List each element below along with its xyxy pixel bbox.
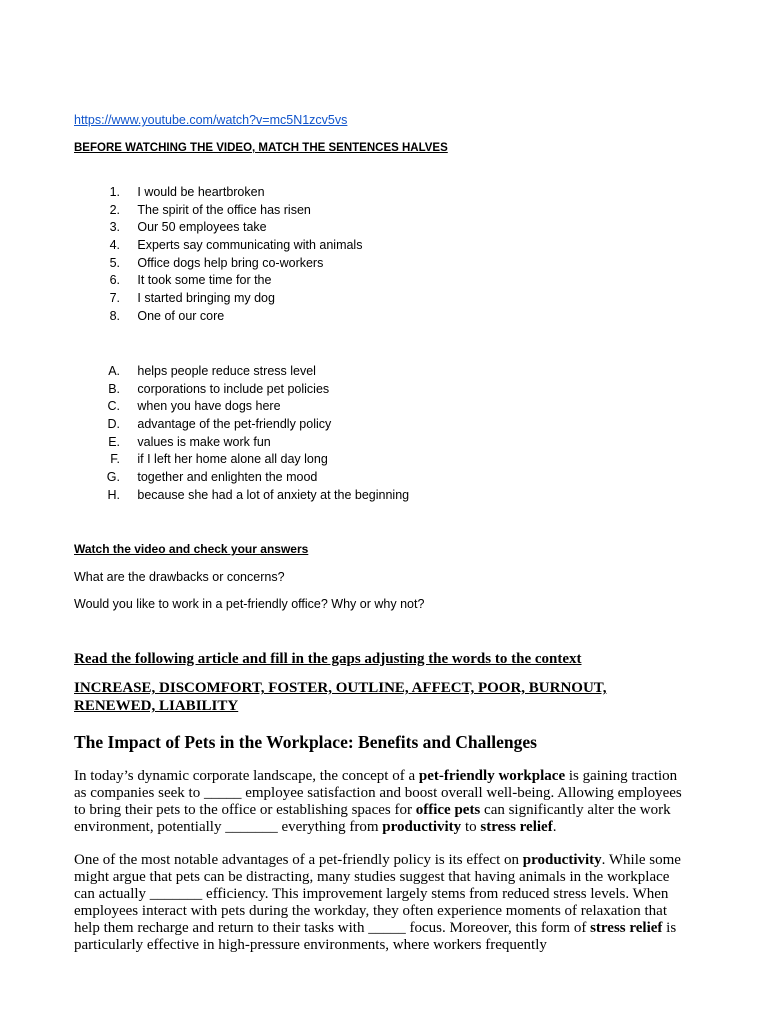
article-paragraph-1: In today’s dynamic corporate landscape, the concept of a pet-friendly workplace is gaining traction as companies seek to _____ employee satisfaction and boost overall well-being. Allowing employees to bring their pets to the office or establishing spaces for office pets can significantly alter the work environment, potentially _______ everything from productivity to stress relief.	[74, 768, 682, 835]
question-drawbacks: What are the drawbacks or concerns?	[74, 570, 285, 584]
article-paragraph-2: One of the most notable advantages of a pet-friendly policy is its effect on productivity. While some might argue that pets can be distracting, many studies suggest that having animals in the workplace can actually _______ efficiency. This improvement largely stems from reduced stress levels. When employees interact with pets during the workday, they often experience moments of relaxation that help them recharge and return to their tasks with _____ focus. Moreover, this form of stress relief is particularly effective in high-pressure environments, where workers frequently	[74, 852, 681, 953]
read-instruction: Read the following article and fill in the gaps adjusting the words to the context	[74, 651, 582, 667]
list-item: A. helps people reduce stress level	[108, 364, 316, 378]
list-item: 8. One of our core	[109, 308, 225, 323]
list-item: 4. Experts say communicating with animals	[109, 238, 363, 253]
second-halves-list	[74, 363, 409, 505]
match-instruction: BEFORE WATCHING THE VIDEO, MATCH THE SENTENCES HALVES	[74, 142, 448, 154]
list-item: D. advantage of the pet-friendly policy	[107, 417, 332, 432]
list-item: E. values is make work fun	[108, 434, 271, 449]
list-item: B. corporations to include pet policies	[108, 381, 330, 396]
list-item: 1. I would be heartbroken	[109, 185, 265, 199]
question-pet-friendly: Would you like to work in a pet-friendly office? Why or why not?	[74, 597, 425, 611]
list-item: 2. The spirit of the office has risen	[109, 202, 311, 217]
list-item: F. if I left her home alone all day long	[110, 452, 328, 467]
list-item: 5. Office dogs help bring co-workers	[109, 255, 324, 270]
word-bank: INCREASE, DISCOMFORT, FOSTER, OUTLINE, AFFECT, POOR, BURNOUT, RENEWED, LIABILITY	[74, 680, 607, 714]
article-title: The Impact of Pets in the Workplace: Benefits and Challenges	[74, 732, 537, 752]
watch-instruction: Watch the video and check your answers	[74, 542, 309, 556]
list-item: C. when you have dogs here	[107, 399, 281, 414]
list-item: 6. It took some time for the	[109, 273, 272, 288]
list-item: 3. Our 50 employees take	[109, 220, 267, 235]
list-item: 7. I started bringing my dog	[109, 291, 275, 306]
list-item: H. because she had a lot of anxiety at the beginning	[107, 487, 410, 502]
first-halves-list	[74, 184, 362, 326]
youtube-link[interactable]: https://www.youtube.com/watch?v=mc5N1zcv5vs	[74, 113, 348, 127]
list-item: G. together and enlighten the mood	[106, 470, 318, 485]
